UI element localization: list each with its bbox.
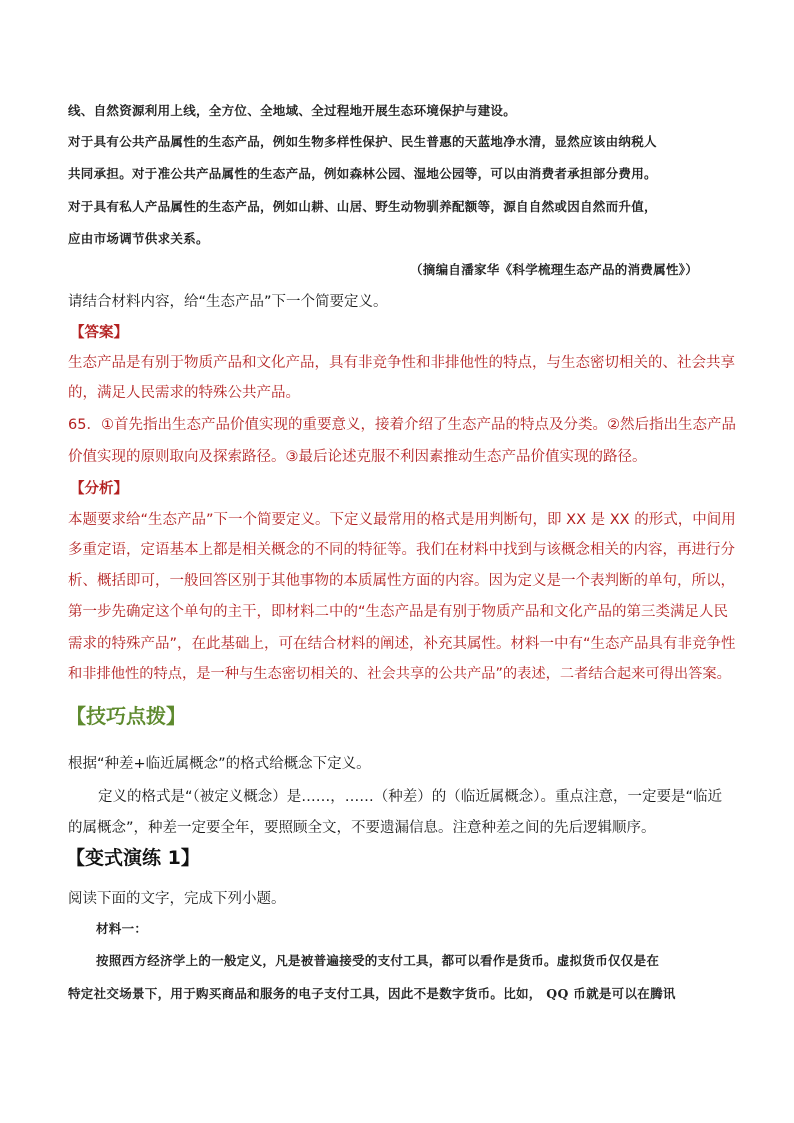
material-line: 对于具有公共产品属性的生态产品，例如生物多样性保护、民生普惠的天蓝地净水清，显然应该由纳税人 xyxy=(68,134,657,149)
tips-heading: 【技巧点拨】 xyxy=(66,704,186,728)
material-line: 应由市场调节供求关系。 xyxy=(68,231,209,246)
material-line: 线、自然资源利用上线，全方位、全地域、全过程地开展生态环境保护与建设。 xyxy=(68,103,517,118)
analysis-tag: 【分析】 xyxy=(70,481,128,497)
material-line: 对于具有私人产品属性的生态产品，例如山耕、山居、野生动物驯养配额等，源自自然或因自然而升值， xyxy=(68,199,657,214)
answer-line: 生态产品是有别于物质产品和文化产品，具有非竞争性和非排他性的特点，与生态密切相关的、社会共享 xyxy=(68,355,735,371)
analysis-line: 和非排他性的特点，是一种与生态密切相关的、社会共享的公共产品”的表述，二者结合起来可得出答案。 xyxy=(68,666,731,682)
analysis-line: 第一步先确定这个单句的主干，即材料二中的“生态产品是有别于物质产品和文化产品的第三类满足人民 xyxy=(68,604,729,620)
tips-line: 定义的格式是“（被定义概念）是……，……（种差）的（临近属概念）。重点注意，一定要是“临近 xyxy=(98,789,723,805)
material1-line: 按照西方经济学上的一般定义，凡是被普遍接受的支付工具，都可以看作是货币。虚拟货币仅仅是在 xyxy=(96,953,660,968)
analysis-line: 需求的特殊产品”，在此基础上，可在结合材料的阐述，补充其属性。材料一中有“生态产品具有非竞争性 xyxy=(68,636,736,652)
material1-line: 特定社交场景下，用于购买商品和服务的电子支付工具，因此不是数字货币。比如， QQ 币就是可以在腾讯 xyxy=(68,986,676,1001)
practice-heading: 【变式演练 1】 xyxy=(66,847,200,869)
answer-line: 的，满足人民需求的特殊公共产品。 xyxy=(68,385,300,401)
question-text: 请结合材料内容，给“生态产品”下一个简要定义。 xyxy=(68,294,388,310)
material-line: 共同承担。对于准公共产品属性的生态产品，例如森林公园、湿地公园等，可以由消费者承担部分费用。 xyxy=(68,166,657,181)
practice-instruction: 阅读下面的文字，完成下列小题。 xyxy=(68,891,286,907)
source-citation: （摘编自潘家华《科学梳理生态产品的消费属性》） xyxy=(410,262,699,277)
q65-line: 价值实现的原则取向及探索路径。③最后论述克服不利因素推动生态产品价值实现的路径。 xyxy=(68,449,647,465)
tips-line: 根据“种差+临近属概念”的格式给概念下定义。 xyxy=(68,756,371,772)
analysis-line: 多重定语，定语基本上都是相关概念的不同的特征等。我们在材料中找到与该概念相关的内容，再进行分 xyxy=(68,542,735,558)
material-label: 材料一： xyxy=(96,921,148,936)
analysis-line: 析、概括即可，一般回答区别于其他事物的本质属性方面的内容。因为定义是一个表判断的单句，所以， xyxy=(68,573,735,589)
answer-tag: 【答案】 xyxy=(70,325,128,341)
analysis-line: 本题要求给“生态产品”下一个简要定义。下定义最常用的格式是用判断句，即 XX 是 XX 的形式，中间用 xyxy=(68,512,736,528)
tips-line: 的属概念”，种差一定要全年，要照顾全文，不要遗漏信息。注意种差之间的先后逻辑顺序。 xyxy=(68,820,656,836)
q65-line: 65．①首先指出生态产品价值实现的重要意义，接着介绍了生态产品的特点及分类。②然后指出生态产品 xyxy=(68,417,736,433)
